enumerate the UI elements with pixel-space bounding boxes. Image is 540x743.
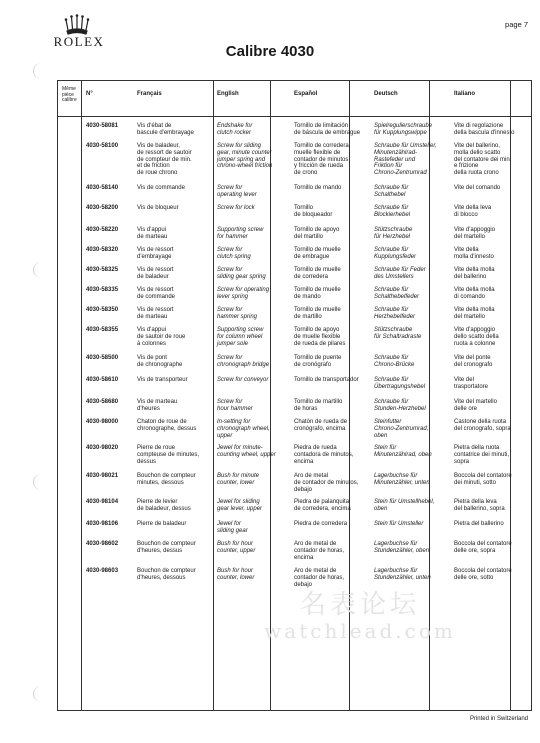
cell-fr: Vis de pont de chronographe — [137, 355, 183, 368]
cell-fr: Vis de marteau d'heures — [137, 399, 178, 412]
cell-en: Screw for sliding gear spring — [217, 267, 266, 280]
cell-fr: Bouchon de compteur d'heures, dessous — [137, 568, 196, 581]
cell-en: Jewel for sliding gear — [217, 521, 248, 534]
page-title: Calibre 4030 — [225, 43, 315, 60]
parts-table — [57, 80, 532, 711]
punch-hole — [33, 686, 50, 702]
cell-en: Screw for sliding gear, minute counter jumper spring and chrono-wheel friction — [217, 143, 273, 170]
cell-es: Aro de metal de contador de minutos, debajo — [294, 473, 359, 493]
cell-ref: 4030-98104 — [86, 499, 119, 505]
cell-it: Boccola del contatore delle ore, sotto — [454, 568, 512, 581]
cell-ref: 4030-58325 — [86, 267, 119, 273]
cell-es: Chatón de rueda de cronógrafo, encima — [294, 419, 348, 432]
cell-es: Tornillo de muelle de mando — [294, 287, 341, 300]
cell-es: Tornillo de corredera, muelle flexible de contador de minutos y fricción de rueda de crono — [294, 143, 351, 177]
punch-hole — [33, 262, 50, 278]
cell-ref: 4030-58350 — [86, 307, 119, 313]
cell-ref: 4030-58500 — [86, 355, 119, 361]
cell-it: Vite della molla d'innesto — [454, 247, 494, 260]
cell-it: Vite della molla del martello — [454, 307, 495, 320]
cell-de: Schraube für Kupplungsfeder — [374, 247, 417, 260]
cell-es: Tornillo de transportador — [294, 377, 359, 383]
cell-fr: Vis d'appui de marteau — [137, 227, 168, 240]
cell-ref: 4030-98000 — [86, 419, 119, 425]
cell-de: Stein für Umsteller — [374, 521, 424, 527]
cell-es: Piedra de corredera — [294, 521, 348, 527]
cell-es: Tornillo de limitación de báscula de embrague — [294, 123, 361, 136]
cell-de: Schraube für Stunden-Herzhebel — [374, 399, 426, 412]
cell-it: Pietra della leva del ballerino, sopra — [454, 499, 505, 512]
cell-en: Bush for hour counter, lower — [217, 568, 255, 581]
cell-ref: 4030-98021 — [86, 473, 119, 479]
cell-fr: Vis de ressort de baladeur — [137, 267, 174, 280]
brand-name: ROLEX — [53, 34, 105, 49]
header-ref: N° — [86, 91, 93, 97]
cell-de: Lagerbuchse für Stundenzähler, unten — [374, 568, 431, 581]
punch-hole — [33, 474, 50, 490]
cell-de: Stützschraube für Herzhebel — [374, 227, 413, 240]
cell-it: Vite del martello delle ore — [454, 399, 497, 412]
cell-ref: 4030-98602 — [86, 541, 119, 547]
cell-en: Jewel for minute- counting wheel, upper — [217, 445, 276, 458]
cell-it: Vite della leva di blocco — [454, 205, 492, 218]
header-english: English — [217, 91, 239, 97]
cell-de: Stützschraube für Schaltradraste — [374, 327, 422, 340]
cell-en: In-setting for chronograph wheel, upper — [217, 419, 270, 439]
cell-fr: Pierre de baladeur — [137, 521, 187, 527]
cell-en: Jewel for sliding gear lever, upper — [217, 499, 263, 512]
cell-es: Tornillo de muelle de martillo — [294, 307, 341, 320]
cell-fr: Vis de transporteur — [137, 377, 188, 383]
cell-ref: 4030-98603 — [86, 568, 119, 574]
cell-de: Stein für Minutenzählrad, oben — [374, 445, 432, 458]
cell-it: Pietra del ballerino — [454, 521, 504, 527]
cell-es: Tornillo de mando — [294, 185, 342, 191]
cell-fr: Vis d'appui de sautoir de roue à colonnes — [137, 327, 186, 347]
cell-it: Vite d'appoggio dello scatto della ruota a colonne — [454, 327, 499, 347]
cell-es: Tornillo de bloqueador — [294, 205, 333, 218]
cell-it: Vite del ponte del cronografo — [454, 355, 493, 368]
cell-es: Tornillo de apoyo de muelle flexible de rueda de pilares — [294, 327, 346, 347]
cell-en: Screw for hammer spring — [217, 307, 258, 320]
cell-en: Screw for hour hammer — [217, 399, 253, 412]
cell-en: Screw for operating lever spring — [217, 287, 270, 300]
cell-es: Aro de metal de contador de horas, encima — [294, 541, 345, 561]
cell-en: Bush for hour counter, upper — [217, 541, 256, 554]
cell-es: Aro de metal de contador de horas, debajo — [294, 568, 345, 588]
cell-fr: Vis de ressort d'embrayage — [137, 247, 174, 260]
cell-en: Screw for clutch spring — [217, 247, 251, 260]
cell-de: Schraube für Feder des Umstellers — [374, 267, 426, 280]
cell-de: Steinfutter Chrono-Zentrumrad, oben — [374, 419, 429, 439]
cell-fr: Vis de ressort de marteau — [137, 307, 174, 320]
cell-ref: 4030-58220 — [86, 227, 119, 233]
cell-ref: 4030-58680 — [86, 399, 119, 405]
cell-en: Screw for conveyor — [217, 377, 269, 383]
cell-en: Bush for minute counter, lower — [217, 473, 260, 486]
cell-de: Schraube für Schalthebel — [374, 185, 409, 198]
cell-it: Boccola del contatore delle ore, sopra — [454, 541, 512, 554]
cell-ref: 4030-58081 — [86, 123, 119, 129]
header-german: Deutsch — [374, 91, 398, 97]
cell-de: Stein für Umstellhebel, oben — [374, 499, 435, 512]
header-french: Français — [137, 91, 162, 97]
cell-ref: 4030-58320 — [86, 247, 119, 253]
rolex-crown-logo — [62, 14, 92, 36]
print-note: Printed in Switzerland — [469, 716, 528, 722]
cell-it: Vite del trasportatore — [454, 377, 489, 390]
cell-es: Piedra de rueda contadora de minutos, encima — [294, 445, 354, 465]
cell-en: Endshake for clutch rocker — [217, 123, 253, 136]
cell-it: Boccola del contatore dei minuti, sotto — [454, 473, 512, 486]
cell-de: Schraube für Schalthebelfeder — [374, 287, 420, 300]
cell-it: Vite del comando — [454, 185, 501, 191]
cell-es: Tornillo de muelle de corredera — [294, 267, 341, 280]
cell-fr: Chaton de roue de chronographe, dessus — [137, 419, 197, 432]
cell-ref: 4030-98106 — [86, 521, 119, 527]
cell-es: Tornillo de muelle de embrague — [294, 247, 341, 260]
cell-it: Vite d'appoggio del martello — [454, 227, 496, 240]
cell-de: Schraube für Übertragungshebel — [374, 377, 426, 390]
cell-es: Piedra de palanquita de corredera, encima — [294, 499, 351, 512]
cell-ref: 4030-58355 — [86, 327, 119, 333]
cell-es: Tornillo de apoyo del martillo — [294, 227, 340, 240]
cell-fr: Bouchon de compteur minutes, dessous — [137, 473, 196, 486]
watermark-line-1: 名表论坛 — [299, 590, 420, 620]
cell-en: Screw for operating lever — [217, 185, 257, 198]
cell-fr: Pierre de roue compteuse de minutes, dessus — [137, 445, 200, 465]
header-same-calibre: Même pièce calibre — [62, 86, 77, 103]
page-number: page 7 — [505, 20, 528, 29]
cell-it: Pietra della ruota contatrice dei minuti, sopra — [454, 445, 510, 465]
cell-de: Lagerbuchse für Minutenzähler, unten — [374, 473, 430, 486]
cell-de: Spielregulierschraube für Kupplungswippe — [374, 123, 433, 136]
cell-de: Schraube für Chrono-Brücke — [374, 355, 415, 368]
cell-ref: 4030-58200 — [86, 205, 119, 211]
cell-es: Tornillo de martillo de horas — [294, 399, 343, 412]
cell-en: Screw for chronograph bridge — [217, 355, 270, 368]
cell-it: Vite della molla del ballerino — [454, 267, 495, 280]
cell-ref: 4030-98020 — [86, 445, 119, 451]
cell-de: Schraube für Herzhebelfeder — [374, 307, 416, 320]
cell-fr: Vis de ressort de commande — [137, 287, 176, 300]
cell-fr: Pierre de levier de baladeur, dessus — [137, 499, 191, 512]
cell-ref: 4030-58100 — [86, 143, 119, 149]
cell-en: Supporting screw for column wheel jumper sole — [217, 327, 264, 347]
cell-it: Vite della molla di comando — [454, 287, 495, 300]
cell-de: Lagerbuchse für Stundenzähler, oben — [374, 541, 430, 554]
cell-de: Schraube für Umsteller, Minutenzählrad- Rastefeder und Friktion für Chrono-Zentrumrad — [374, 143, 437, 177]
cell-it: Vite di regolazione della bascula d'innesto — [454, 123, 515, 136]
watermark-line-2: watchlead.com — [264, 619, 456, 643]
cell-fr: Vis de bloqueur — [137, 205, 179, 211]
punch-hole — [33, 63, 50, 79]
header-italian: Italiano — [454, 91, 476, 97]
cell-en: Screw for lock — [217, 205, 255, 211]
cell-fr: Vis d'ébat de bascule d'embrayage — [137, 123, 194, 136]
cell-fr: Bouchon de compteur d'heures, dessus — [137, 541, 196, 554]
cell-fr: Vis de baladeur, de ressort de sautoir de compteur de min. et de friction de roue chrono — [137, 143, 192, 177]
cell-de: Schraube für Blockierhebel — [374, 205, 411, 218]
cell-fr: Vis de commande — [137, 185, 185, 191]
cell-ref: 4030-58140 — [86, 185, 119, 191]
cell-it: Vite del ballerino, molla dello scatto del contatore dei min. e frizione della ruota crono — [454, 143, 512, 177]
cell-en: Supporting screw for hammer — [217, 227, 264, 240]
cell-es: Tornillo de puente de cronógrafo — [294, 355, 342, 368]
cell-it: Castone della ruota del cronografo, sopra — [454, 419, 511, 432]
cell-ref: 4030-58335 — [86, 287, 119, 293]
header-spanish: Español — [294, 91, 318, 97]
cell-ref: 4030-58610 — [86, 377, 119, 383]
